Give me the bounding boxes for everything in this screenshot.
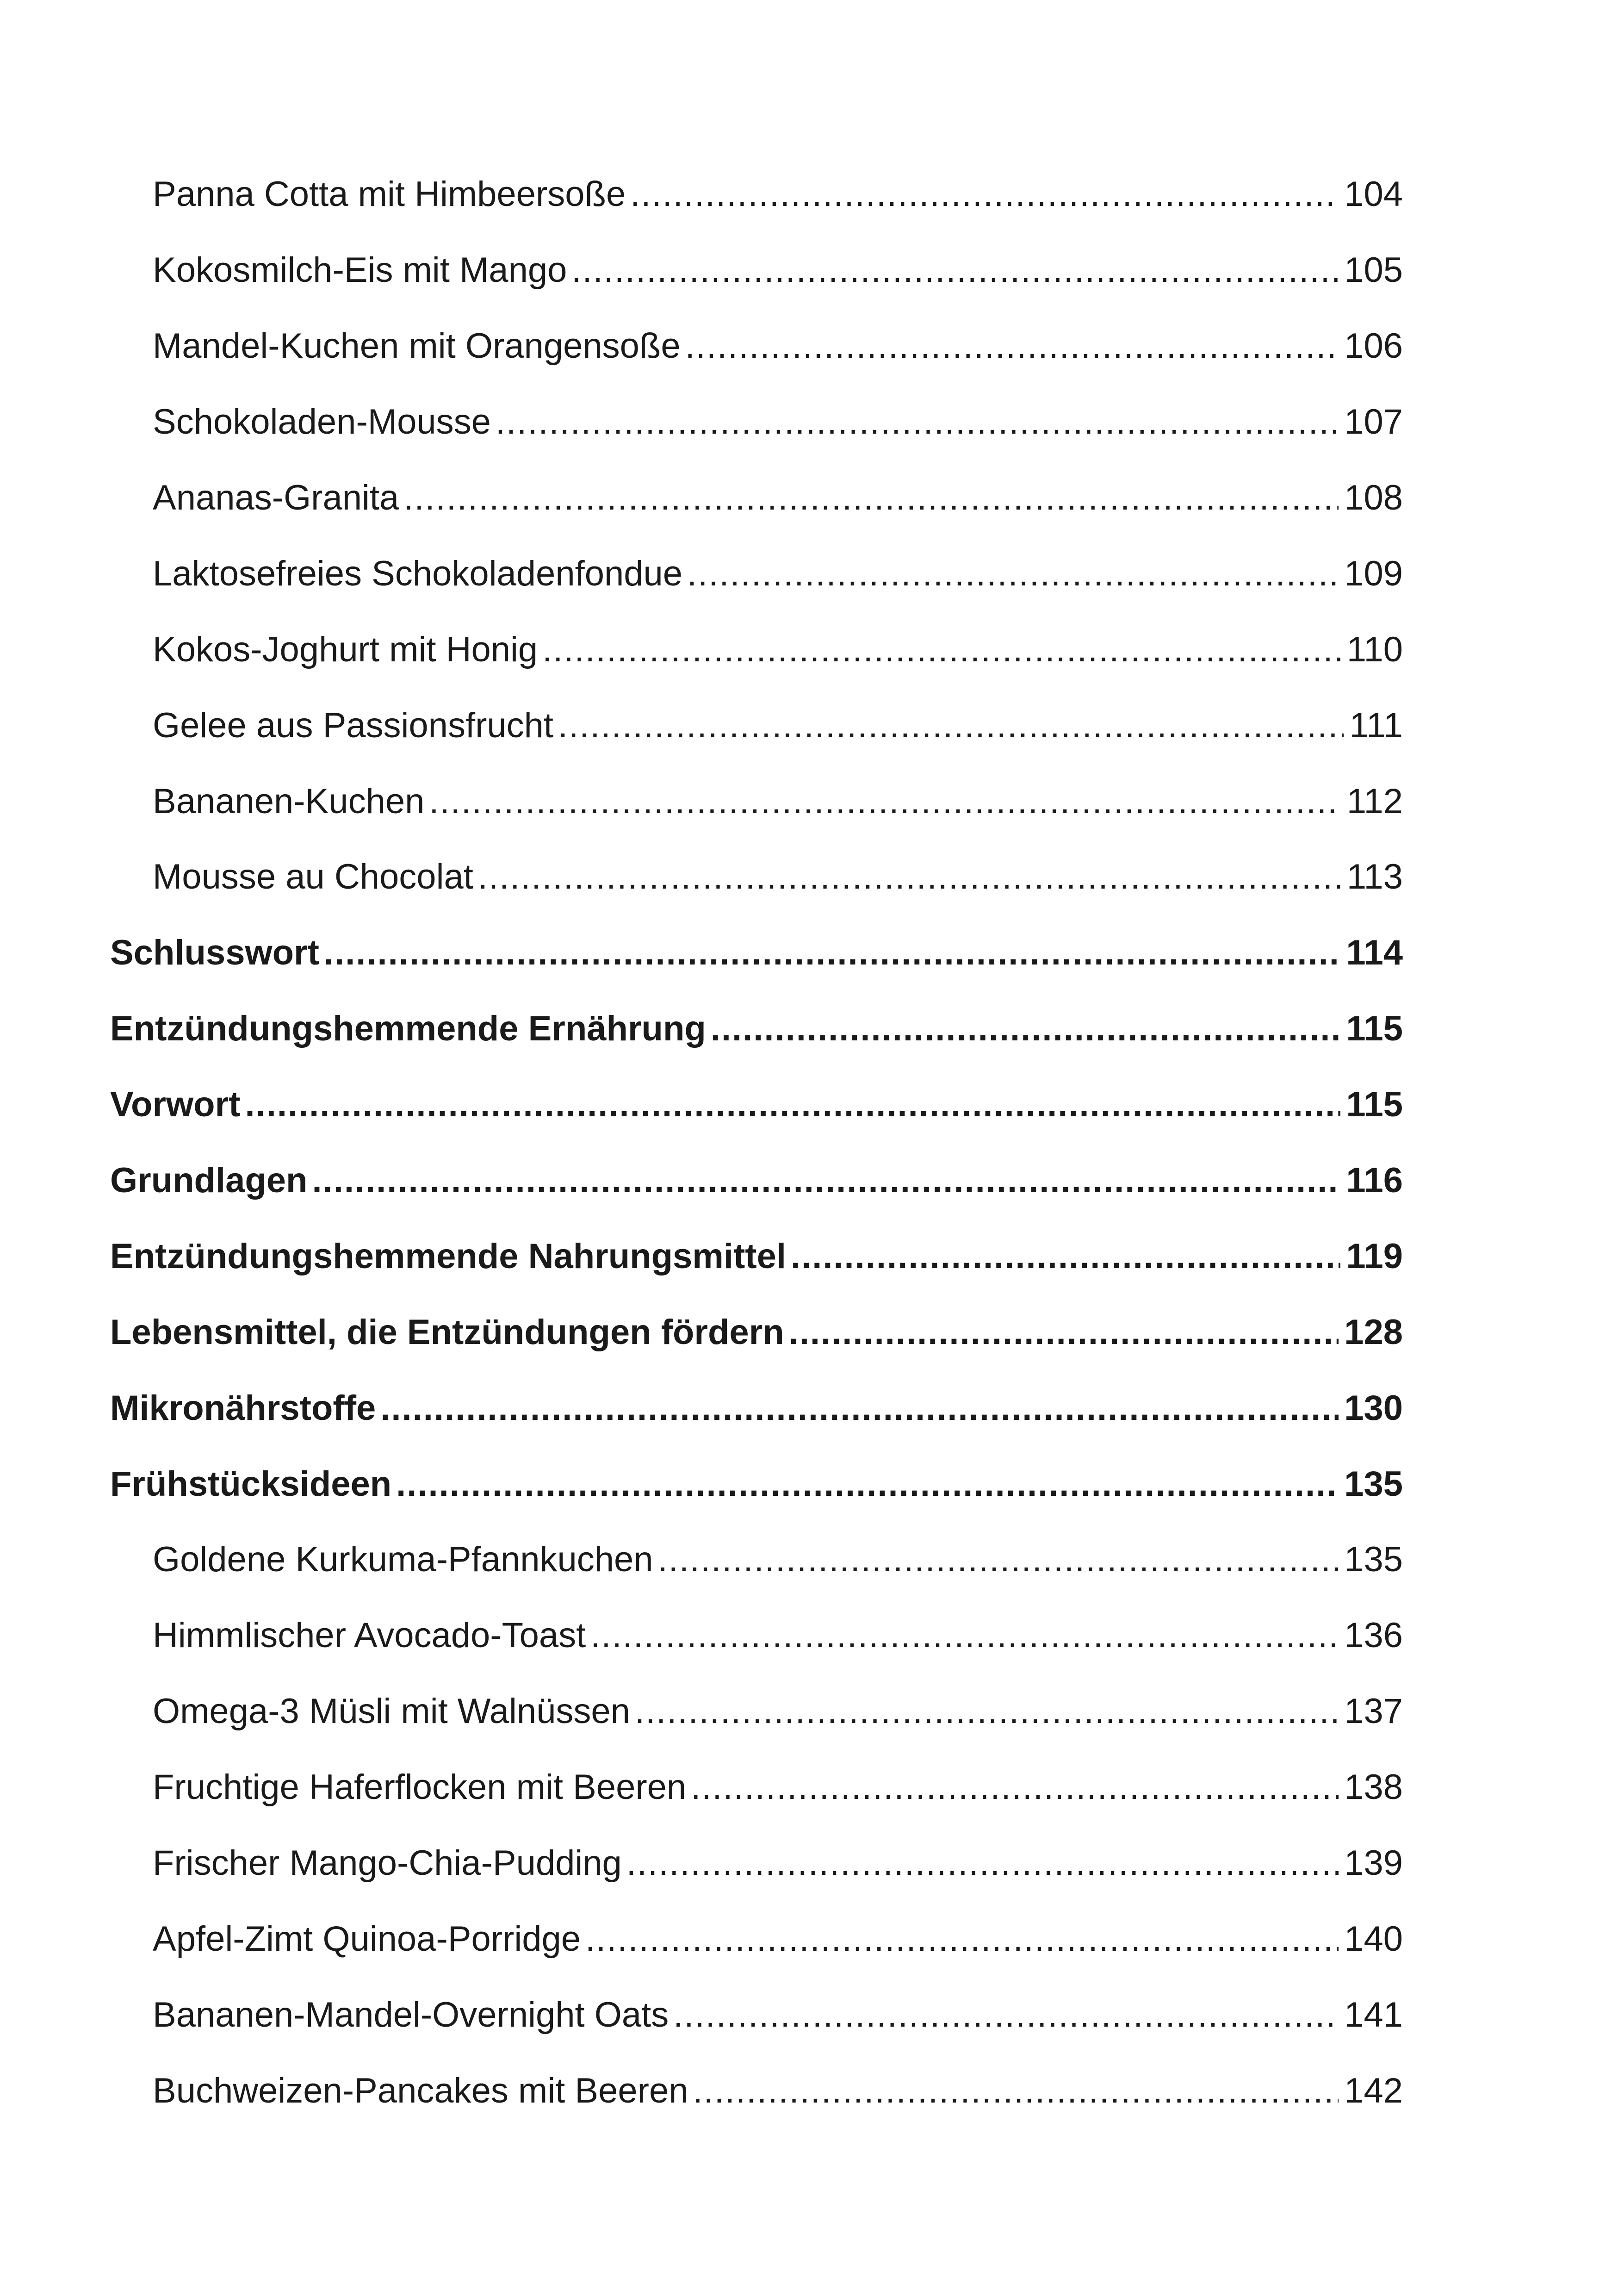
toc-entry-page-number: 111 — [1349, 705, 1403, 745]
dot-leader — [585, 1919, 1339, 1959]
dot-leader — [687, 554, 1339, 594]
dot-leader — [478, 857, 1341, 897]
toc-line — [153, 1995, 1403, 2035]
dot-leader — [673, 1995, 1339, 2035]
toc-entry-title: Mandel-Kuchen mit Orangensoße — [153, 326, 681, 366]
toc-line — [153, 1919, 1403, 1959]
toc-entry-title: Omega-3 Müsli mit Walnüssen — [153, 1692, 630, 1731]
toc-entry[interactable] — [110, 1598, 1403, 1674]
toc-entry-page-number: 136 — [1344, 1616, 1403, 1655]
dot-leader — [245, 1084, 1340, 1125]
toc-line — [153, 1691, 1403, 1731]
toc-line — [153, 250, 1403, 290]
toc-line — [110, 1388, 1403, 1428]
toc-entry-page-number: 115 — [1346, 1085, 1403, 1125]
toc-entry-title: Himmlischer Avocado-Toast — [153, 1616, 586, 1655]
toc-entry-page-number: 109 — [1344, 554, 1403, 593]
toc-entry-title: Vorwort — [110, 1085, 241, 1125]
toc-entry-page-number: 114 — [1346, 933, 1403, 973]
dot-leader — [658, 1539, 1339, 1580]
toc-entry-page-number: 106 — [1344, 326, 1403, 366]
toc-line — [110, 933, 1403, 973]
toc-entry[interactable] — [110, 156, 1403, 232]
toc-entry-page-number: 139 — [1344, 1843, 1403, 1883]
toc-line — [153, 1615, 1403, 1655]
toc-entry-page-number: 142 — [1344, 2071, 1403, 2110]
toc-line — [153, 478, 1403, 518]
toc-entry-page-number: 138 — [1344, 1767, 1403, 1807]
toc-line — [110, 1236, 1403, 1276]
toc-entry-page-number: 130 — [1344, 1388, 1403, 1428]
toc-entry-title: Buchweizen-Pancakes mit Beeren — [153, 2071, 688, 2110]
toc-line — [153, 857, 1403, 897]
toc-entry-page-number: 105 — [1344, 250, 1403, 290]
dot-leader — [789, 1312, 1339, 1352]
toc-entry[interactable] — [110, 1067, 1403, 1143]
toc-entry-title: Fruchtige Haferflocken mit Beeren — [153, 1767, 687, 1807]
toc-entry-title: Kokosmilch-Eis mit Mango — [153, 250, 567, 290]
toc-entry[interactable] — [110, 1294, 1403, 1370]
toc-entry-page-number: 137 — [1344, 1692, 1403, 1731]
toc-entry-page-number: 119 — [1346, 1236, 1403, 1276]
toc-entry[interactable] — [110, 1825, 1403, 1901]
dot-leader — [691, 1767, 1339, 1807]
dot-leader — [711, 1008, 1341, 1049]
toc-line — [110, 1160, 1403, 1201]
toc-entry[interactable] — [110, 535, 1403, 611]
dot-leader — [396, 1464, 1339, 1504]
toc-entry-page-number: 128 — [1344, 1312, 1403, 1352]
dot-leader — [630, 174, 1339, 214]
toc-line — [110, 1084, 1403, 1125]
toc-entry-title: Frühstücksideen — [110, 1464, 392, 1504]
toc-entry-page-number: 135 — [1344, 1464, 1403, 1504]
toc-entry[interactable] — [110, 1218, 1403, 1294]
toc-entry-page-number: 135 — [1344, 1540, 1403, 1580]
dot-leader — [324, 933, 1341, 973]
toc-line — [153, 402, 1403, 442]
toc-line — [153, 781, 1403, 821]
toc-entry-title: Bananen-Mandel-Overnight Oats — [153, 1995, 669, 2035]
toc-entry-title: Schokoladen-Mousse — [153, 402, 491, 442]
toc-entry-page-number: 108 — [1344, 478, 1403, 517]
toc-entry[interactable] — [110, 687, 1403, 763]
toc-entry-page-number: 116 — [1346, 1161, 1403, 1201]
toc-entry-page-number: 113 — [1346, 857, 1403, 897]
dot-leader — [380, 1388, 1339, 1428]
toc-entry-title: Gelee aus Passionsfrucht — [153, 705, 554, 745]
toc-entry-title: Panna Cotta mit Himbeersoße — [153, 174, 626, 214]
dot-leader — [403, 478, 1339, 518]
dot-leader — [571, 250, 1339, 290]
table-of-contents — [110, 156, 1403, 2128]
toc-entry-title: Apfel-Zimt Quinoa-Porridge — [153, 1919, 581, 1959]
toc-entry-title: Goldene Kurkuma-Pfannkuchen — [153, 1540, 653, 1580]
toc-line — [110, 1464, 1403, 1504]
toc-entry[interactable] — [110, 1749, 1403, 1825]
dot-leader — [312, 1160, 1340, 1201]
toc-entry-page-number: 115 — [1346, 1009, 1403, 1049]
toc-line — [153, 629, 1403, 670]
toc-entry[interactable] — [110, 1901, 1403, 1977]
toc-entry-page-number: 107 — [1344, 402, 1403, 442]
toc-line — [153, 554, 1403, 594]
toc-entry-title: Mousse au Chocolat — [153, 857, 473, 897]
toc-line — [110, 1312, 1403, 1352]
toc-entry-title: Ananas-Granita — [153, 478, 399, 517]
toc-line — [153, 1843, 1403, 1883]
toc-entry-title: Mikronährstoffe — [110, 1388, 376, 1428]
dot-leader — [542, 629, 1341, 670]
toc-line — [153, 2071, 1403, 2111]
toc-line — [110, 1008, 1403, 1049]
toc-entry-page-number: 104 — [1344, 174, 1403, 214]
dot-leader — [685, 326, 1339, 366]
dot-leader — [590, 1615, 1339, 1655]
toc-entry-title: Bananen-Kuchen — [153, 781, 425, 821]
dot-leader — [791, 1236, 1340, 1276]
toc-entry[interactable] — [110, 763, 1403, 839]
dot-leader — [429, 781, 1341, 821]
toc-entry[interactable] — [110, 915, 1403, 991]
toc-line — [153, 1767, 1403, 1807]
toc-entry[interactable] — [110, 308, 1403, 384]
toc-entry[interactable] — [110, 1370, 1403, 1446]
toc-entry-title: Entzündungshemmende Ernährung — [110, 1009, 706, 1049]
toc-entry[interactable] — [110, 1674, 1403, 1749]
dot-leader — [558, 705, 1344, 746]
toc-line — [153, 705, 1403, 746]
toc-line — [153, 1539, 1403, 1580]
toc-entry-page-number: 140 — [1344, 1919, 1403, 1959]
toc-entry[interactable] — [110, 460, 1403, 536]
toc-entry[interactable] — [110, 1143, 1403, 1219]
toc-line — [153, 174, 1403, 214]
dot-leader — [496, 402, 1339, 442]
toc-entry[interactable] — [110, 2053, 1403, 2128]
toc-entry[interactable] — [110, 384, 1403, 460]
toc-entry[interactable] — [110, 611, 1403, 687]
toc-entry[interactable] — [110, 1977, 1403, 2053]
dot-leader — [626, 1843, 1339, 1883]
toc-entry-title: Lebensmittel, die Entzündungen fördern — [110, 1312, 784, 1352]
toc-entry[interactable] — [110, 991, 1403, 1067]
toc-entry[interactable] — [110, 232, 1403, 308]
toc-entry[interactable] — [110, 839, 1403, 915]
dot-leader — [693, 2071, 1339, 2111]
toc-entry-page-number: 112 — [1346, 781, 1403, 821]
toc-entry-page-number: 110 — [1346, 629, 1403, 669]
toc-entry-title: Grundlagen — [110, 1161, 308, 1201]
toc-entry[interactable] — [110, 1522, 1403, 1598]
toc-entry-title: Schlusswort — [110, 933, 319, 973]
toc-entry-title: Entzündungshemmende Nahrungsmittel — [110, 1236, 786, 1276]
toc-entry-page-number: 141 — [1344, 1995, 1403, 2035]
toc-entry[interactable] — [110, 1446, 1403, 1522]
toc-entry-title: Laktosefreies Schokoladenfondue — [153, 554, 683, 593]
toc-entry-title: Kokos-Joghurt mit Honig — [153, 629, 538, 669]
toc-line — [153, 326, 1403, 366]
dot-leader — [635, 1691, 1339, 1731]
toc-entry-title: Frischer Mango-Chia-Pudding — [153, 1843, 622, 1883]
